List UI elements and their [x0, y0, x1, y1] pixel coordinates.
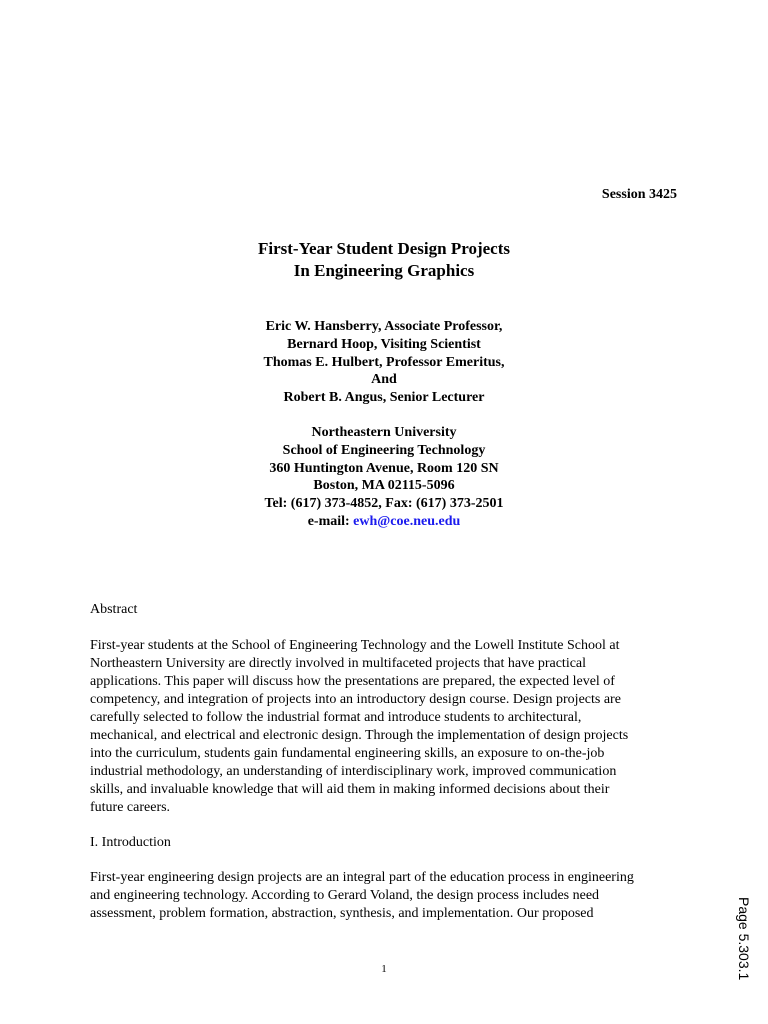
- author-line-1: Eric W. Hansberry, Associate Professor,: [265, 319, 503, 334]
- title-line-1: First-Year Student Design Projects: [258, 239, 510, 258]
- author-list: [0, 318, 768, 407]
- affiliation-block: [0, 424, 768, 531]
- affiliation-city: Boston, MA 02115-5096: [313, 478, 455, 494]
- author-line-3: Thomas E. Hulbert, Professor Emeritus,: [263, 354, 505, 370]
- author-line-4: And: [371, 372, 397, 388]
- intro-line: First-year engineering design projects are an integral part of the education process in engineering: [90, 870, 634, 885]
- paper-title: [0, 238, 768, 282]
- abstract-line: into the curriculum, students gain fundamental engineering skills, an exposure to on-the-job: [90, 746, 605, 761]
- introduction-heading: I. Introduction: [90, 835, 171, 850]
- affiliation-school: School of Engineering Technology: [282, 442, 486, 458]
- intro-line: and engineering technology. According to Gerard Voland, the design process includes need: [90, 888, 600, 903]
- email-link[interactable]: ewh@coe.neu.edu: [353, 513, 461, 529]
- introduction-paragraph: [90, 869, 690, 923]
- abstract-line: skills, and invaluable knowledge that will aid them in making informed decisions about their: [90, 782, 610, 797]
- abstract-line: mechanical, and electrical and electronic design. Through the implementation of design projects: [90, 728, 629, 743]
- affiliation-phone: Tel: (617) 373-4852, Fax: (617) 373-2501: [264, 496, 504, 511]
- page-number: 1: [381, 963, 387, 975]
- email-label: e-mail:: [307, 513, 354, 529]
- affiliation-university: Northeastern University: [311, 425, 457, 440]
- abstract-line: competency, and integration of projects into an introductory design course. Design projects are: [90, 692, 621, 707]
- title-line-2: In Engineering Graphics: [293, 261, 475, 280]
- abstract-line: First-year students at the School of Engineering Technology and the Lowell Institute School at: [90, 638, 620, 653]
- author-line-2: Bernard Hoop, Visiting Scientist: [287, 336, 481, 352]
- abstract-line: Northeastern University are directly involved in multifaceted projects that have practical: [90, 656, 587, 671]
- intro-line: assessment, problem formation, abstraction, synthesis, and implementation. Our proposed: [90, 906, 594, 921]
- affiliation-email-line: [0, 513, 768, 531]
- session-label: Session 3425: [601, 187, 677, 202]
- abstract-line: industrial methodology, an understanding of interdisciplinary work, improved communication: [90, 764, 617, 779]
- affiliation-street: 360 Huntington Avenue, Room 120 SN: [269, 460, 499, 476]
- abstract-paragraph: [90, 637, 690, 817]
- side-page-stamp-text: Page 5.303.1: [736, 897, 752, 981]
- abstract-heading: Abstract: [90, 602, 138, 617]
- abstract-line: carefully selected to follow the industrial format and introduce students to architectural,: [90, 710, 582, 725]
- abstract-line: future careers.: [90, 800, 171, 815]
- author-line-5: Robert B. Angus, Senior Lecturer: [283, 390, 485, 405]
- abstract-line: applications. This paper will discuss how the presentations are prepared, the expected level of: [90, 674, 615, 689]
